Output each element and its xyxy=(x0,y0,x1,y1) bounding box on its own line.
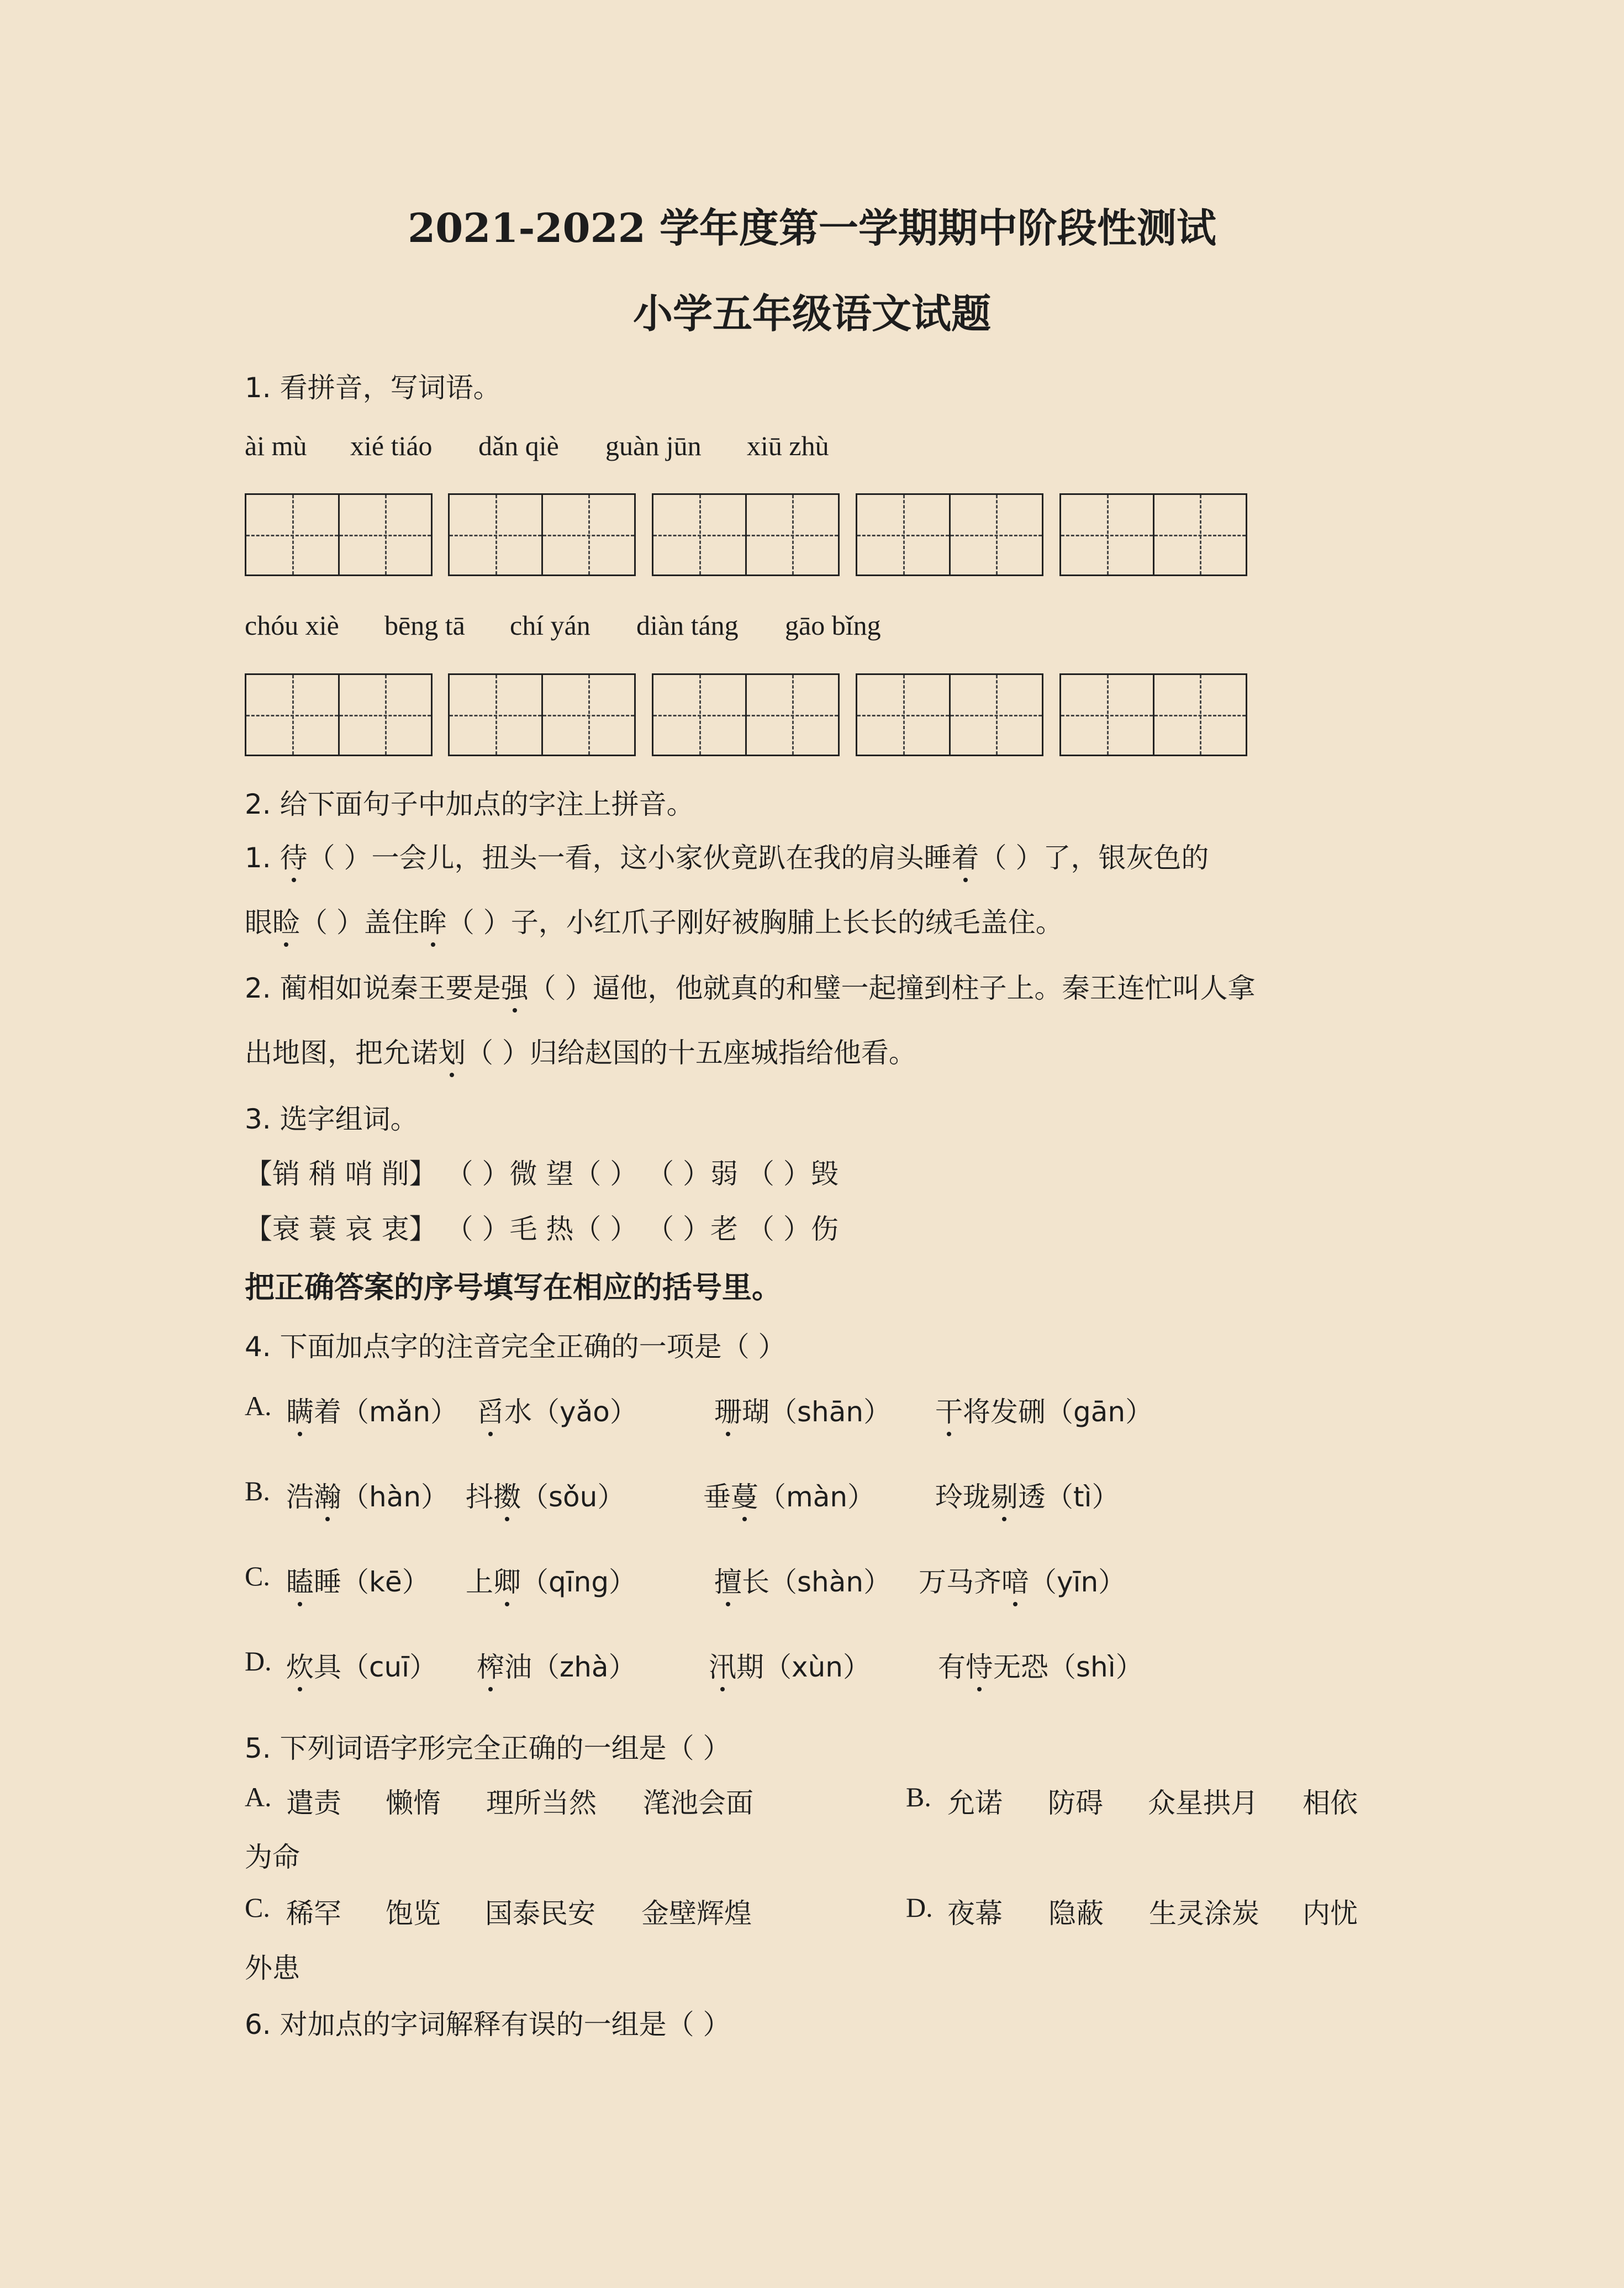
exam-subtitle: 小学五年级语文试题 xyxy=(632,290,991,337)
q6-label: 6. 对加点的字词解释有误的一组是（ ） xyxy=(245,2008,731,2041)
q4-option-d: D. 炊具（cuī） 榨油（zhà） 汛期（xùn） 有恃无恐（shì） xyxy=(245,1645,272,1677)
q2-sentence-1-line-2: 眼睑（ ）盖住眸（ ）子，小红爪子刚好被胸脯上长长的绒毛盖住。 xyxy=(245,900,1063,940)
writing-box[interactable] xyxy=(652,493,840,576)
q1-pinyin-4: guàn jūn xyxy=(605,430,702,461)
q2-sentence-2-line-2: 出地图，把允诺划（ ）归给赵国的十五座城指给他看。 xyxy=(245,1031,916,1071)
writing-box[interactable] xyxy=(1059,673,1247,756)
writing-box[interactable] xyxy=(448,673,636,756)
q5-option-d-continued: 外患 xyxy=(245,1952,300,1984)
q4-label: 4. 下面加点字的注音完全正确的一项是（ ） xyxy=(245,1331,786,1363)
q1-pinyin-5: xiū zhù xyxy=(747,430,829,461)
q4-option-c: C. 瞌睡（kē） 上卿（qīng） 擅长（shàn） 万马齐喑（yīn） xyxy=(245,1560,270,1592)
q5-option-b: B. 允诺 防碍 众星拱月 相依 xyxy=(906,1781,1358,1819)
q2-label: 2. 给下面句子中加点的字注上拼音。 xyxy=(245,788,694,820)
q2-sentence-1-line-1: 1. 待（ ）一会儿，扭头一看，这小家伙竟趴在我的肩头睡着（ ）了，银灰色的 xyxy=(245,836,1209,876)
writing-box[interactable] xyxy=(652,673,840,756)
q3-row-2: 【衰 蓑 哀 衷】 （ ）毛 热（ ） （ ）老 （ ）伤 xyxy=(245,1213,839,1245)
writing-box[interactable] xyxy=(245,493,433,576)
q3-label: 3. 选字组词。 xyxy=(245,1103,418,1135)
q4-option-b: B. 浩瀚（hàn） 抖擞（sǒu） 垂蔓（màn） 玲珑剔透（tì） xyxy=(245,1475,270,1507)
writing-box[interactable] xyxy=(856,673,1043,756)
q1-pinyin-9: diàn táng xyxy=(636,610,739,641)
q5-label: 5. 下列词语字形完全正确的一组是（ ） xyxy=(245,1732,731,1764)
section-heading: 把正确答案的序号填写在相应的括号里。 xyxy=(245,1270,782,1305)
writing-box[interactable] xyxy=(245,673,433,756)
q1-pinyin-7: bēng tā xyxy=(384,610,465,641)
writing-box[interactable] xyxy=(1059,493,1247,576)
q3-row-1: 【销 稍 哨 削】 （ ）微 望（ ） （ ）弱 （ ）毁 xyxy=(245,1158,839,1190)
q5-option-a: A. 遣责 懒惰 理所当然 滗池会面 xyxy=(245,1781,753,1819)
writing-box[interactable] xyxy=(448,493,636,576)
q5-option-b-continued: 为命 xyxy=(245,1841,300,1873)
q5-option-c: C. 稀罕 饱览 国泰民安 金壁辉煌 xyxy=(245,1892,752,1929)
exam-title: 2021-2022 学年度第一学期期中阶段性测试 xyxy=(408,204,1216,251)
q1-pinyin-10: gāo bǐng xyxy=(785,610,881,641)
q1-pinyin-2: xié tiáo xyxy=(350,430,433,461)
q1-pinyin-8: chí yán xyxy=(510,610,590,641)
q5-option-d: D. 夜幕 隐蔽 生灵涂炭 内忧 xyxy=(906,1892,1358,1929)
q1-pinyin-6: chóu xiè xyxy=(245,610,339,641)
writing-box[interactable] xyxy=(856,493,1043,576)
q1-label: 1. 看拼音，写词语。 xyxy=(245,372,501,404)
q1-pinyin-1: ài mù xyxy=(245,430,307,461)
q2-sentence-2-line-1: 2. 蔺相如说秦王要是强（ ）逼他，他就真的和璧一起撞到柱子上。秦王连忙叫人拿 xyxy=(245,966,1256,1006)
q4-option-a: A. 瞒着（mǎn） 舀水（yǎo） 珊瑚（shān） 干将发硎（gān） xyxy=(245,1390,272,1422)
q1-pinyin-3: dǎn qiè xyxy=(478,430,559,461)
